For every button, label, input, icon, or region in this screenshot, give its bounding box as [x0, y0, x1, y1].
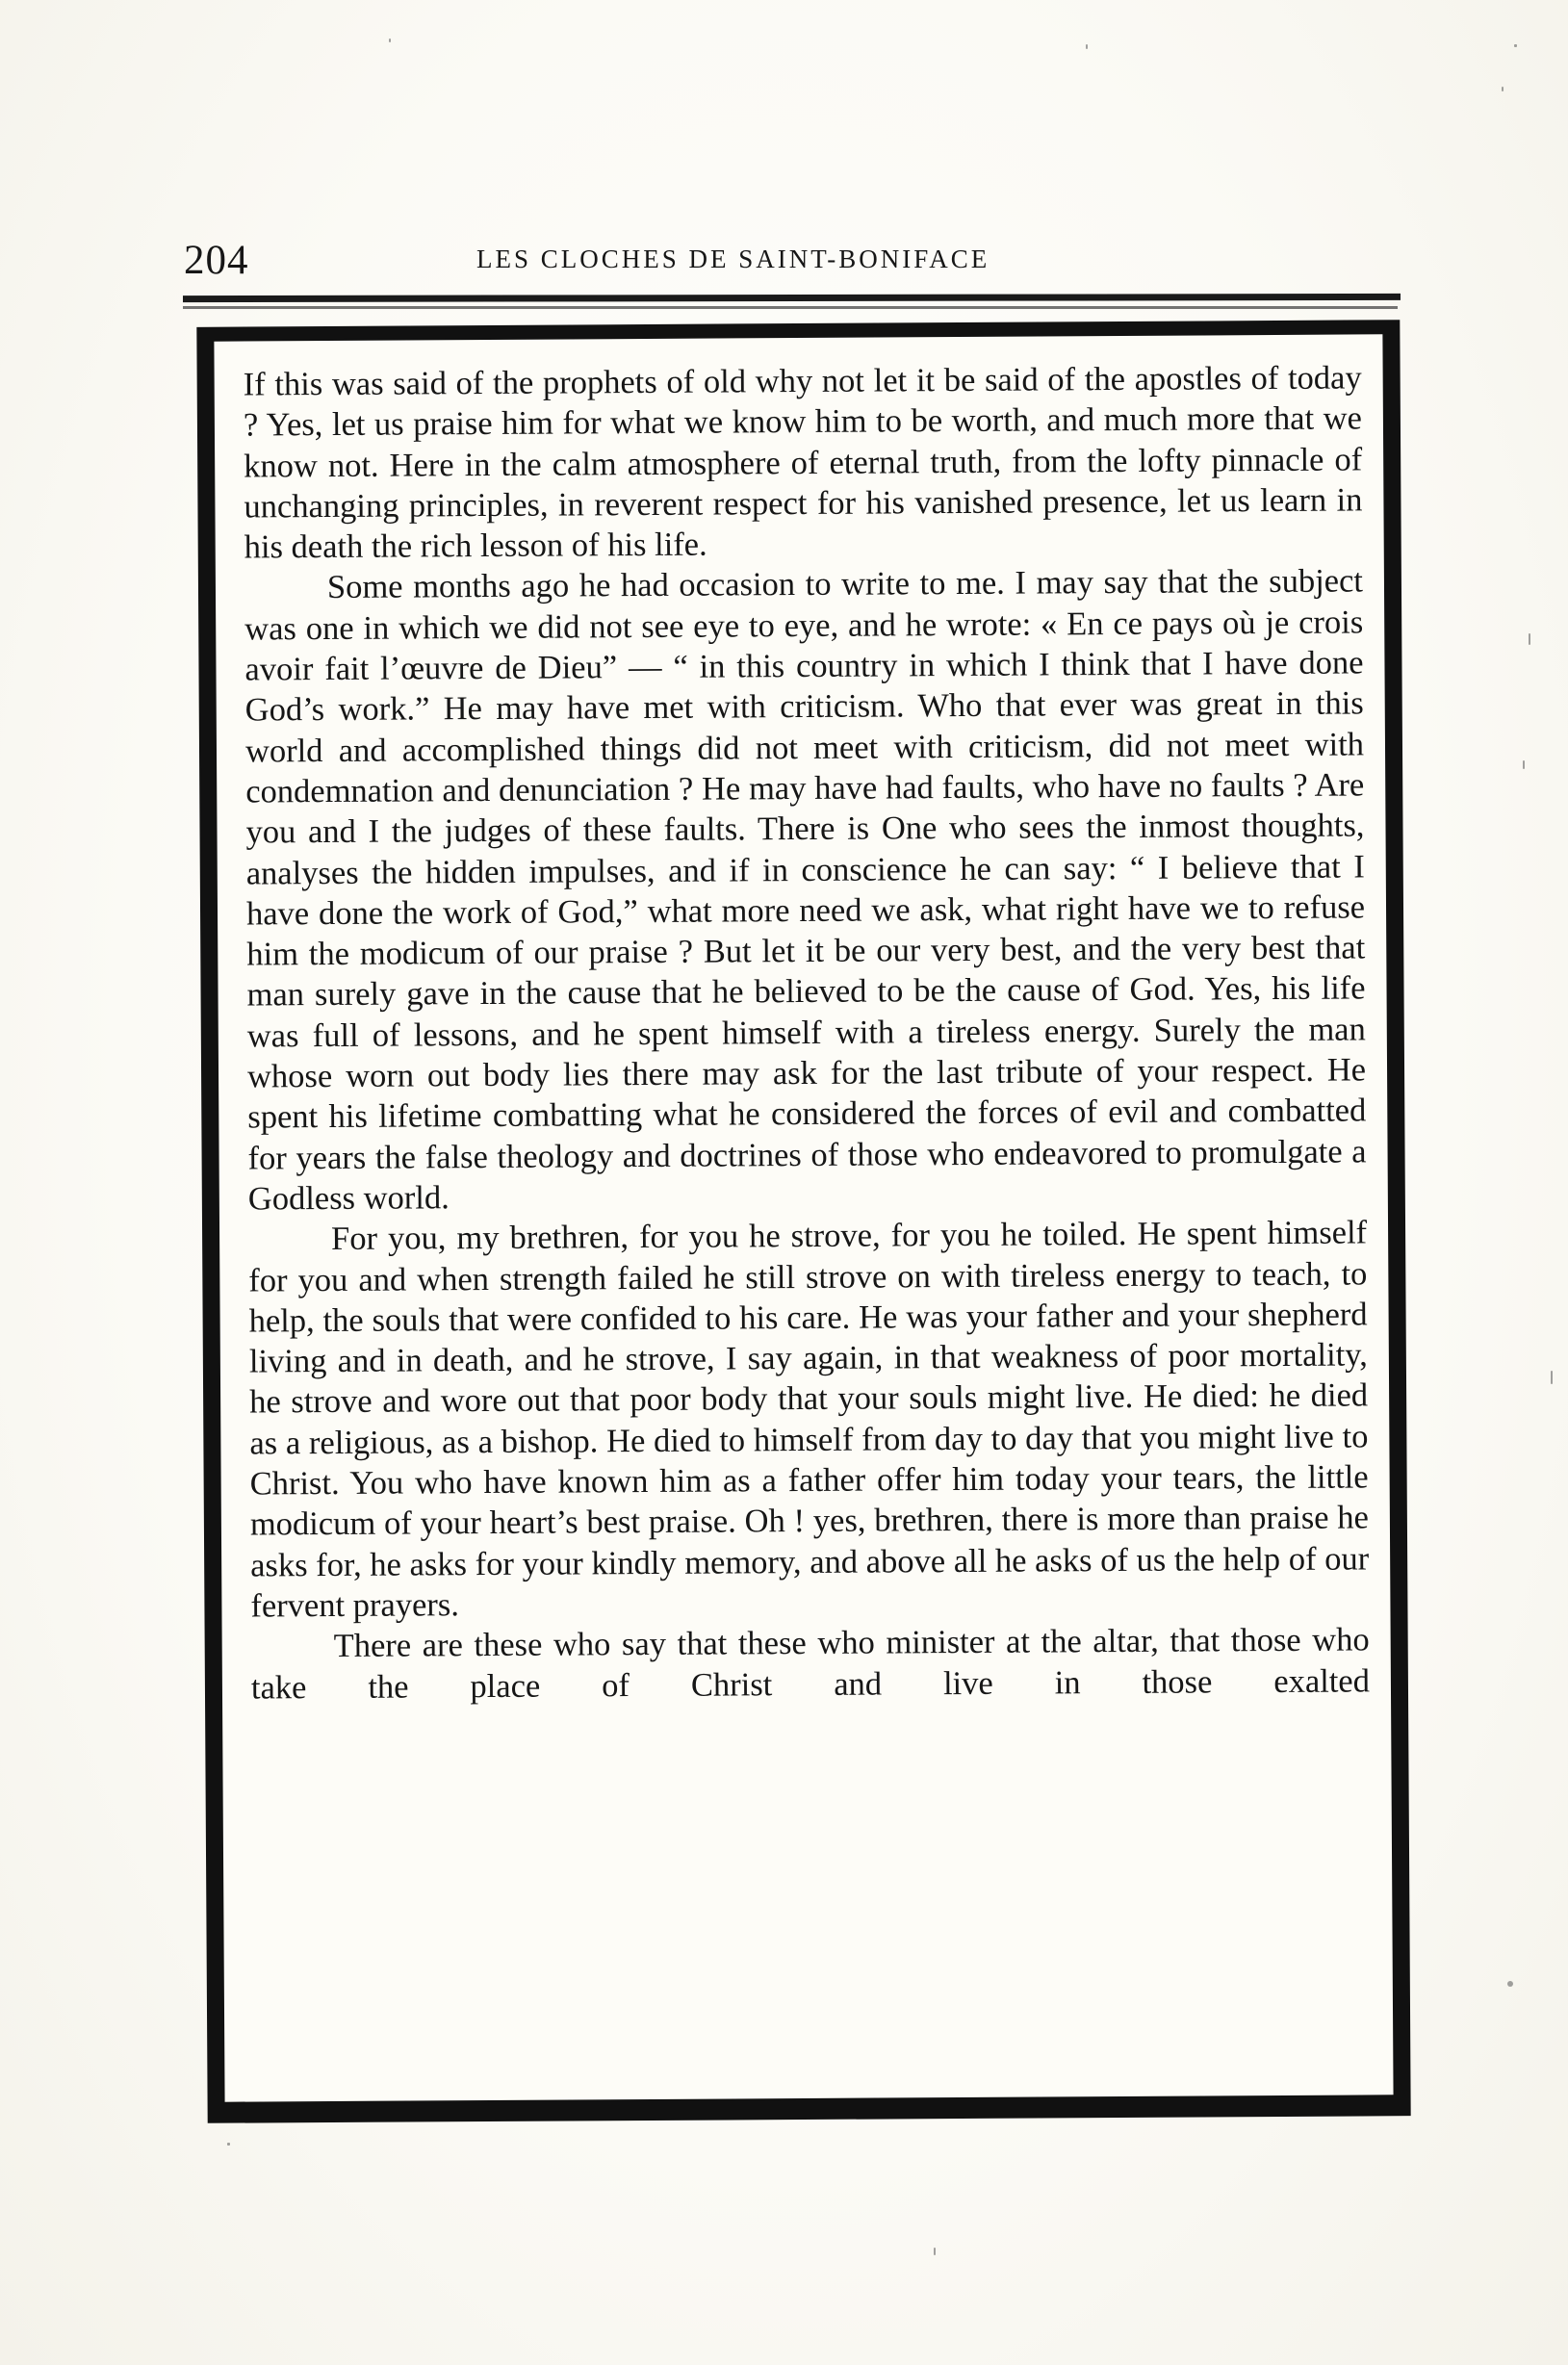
paragraph: There are these who say that these who minister at the altar, that those who take the place of Christ and live in those exalted	[250, 1621, 1371, 1707]
scan-speck	[1529, 633, 1530, 645]
scan-speck	[227, 2143, 230, 2146]
running-head	[178, 237, 1401, 295]
header-rule-thin	[183, 306, 1398, 309]
running-title: LES CLOCHES DE SAINT-BONIFACE	[476, 244, 990, 273]
scan-speck	[1507, 1981, 1513, 1987]
scan-speck	[1514, 44, 1517, 47]
scan-speck	[1551, 1371, 1553, 1384]
header-rule	[183, 294, 1401, 302]
paragraph: If this was said of the prophets of old why not let it be said of the apostles of today ? Yes, let us praise him for what we know him to be worth, and much more that we know not. Here in the calm atmosphere of eternal truth, from the lofty pinnacle of unchanging principles, in reverent respect for his vanished presence, let us learn in his death the rich lesson of his life.	[243, 359, 1363, 566]
scan-speck	[389, 39, 391, 42]
scan-speck	[1086, 44, 1088, 49]
mourning-border-frame	[196, 320, 1410, 2123]
paragraph: For you, my brethren, for you he strove, for you he toiled. He spent himself for you and when strength failed he still strove on with tireless energy to teach, to help, the souls that were confided to his care. He was your father and your shepherd living and in death, and he strove, I say again, in that weakness of poor mortality, he strove and wore out that poor body that your souls might live. He died: he died as a religious, as a bishop. He died to himself from day to day that you might live to Christ. You who have known him as a father offer him today your tears, the little modicum of your heart’s best praise. Oh ! yes, brethren, there is more than praise he asks for, he asks for your kindly memory, and above all he asks of us the help of our fervent prayers.	[248, 1214, 1370, 1625]
page-number: 204	[184, 238, 249, 283]
scan-speck	[1502, 87, 1504, 91]
scan-speck	[934, 2248, 936, 2255]
scan-speck	[1523, 760, 1525, 769]
paragraph: Some months ago he had occasion to write to me. I may say that the subject was one in which we did not see eye to eye, and he wrote: « En ce pays où je crois avoir fait l’œuvre de Dieu” — “ in this country in which I think that I have done God’s work.” He may have met with criticism. Who that ever was great in this world and accomplished things did not meet with criticism, did not meet with condemnation and denunciation ? He may have had faults, who have no faults ? Are you and I the judges of these faults. There is One who sees the inmost thoughts, analyses the hidden impulses, and if in conscience he can say: “ I believe that I have done the work of God,” what more need we ask, what right have we to refuse him the modicum of our praise ? But let it be our very best, and the very best that man surely gave in the cause that he believed to be the cause of God. Yes, his life was full of lessons, and he spent himself with a tireless energy. Surely the man whose worn out body lies there may ask for the last tribute of your respect. He spent his lifetime combatting what he considered the forces of evil and combatted for years the false theology and doctrines of those who endeavored to promulgate a Godless world.	[244, 562, 1367, 1218]
body-text	[244, 357, 1371, 1708]
